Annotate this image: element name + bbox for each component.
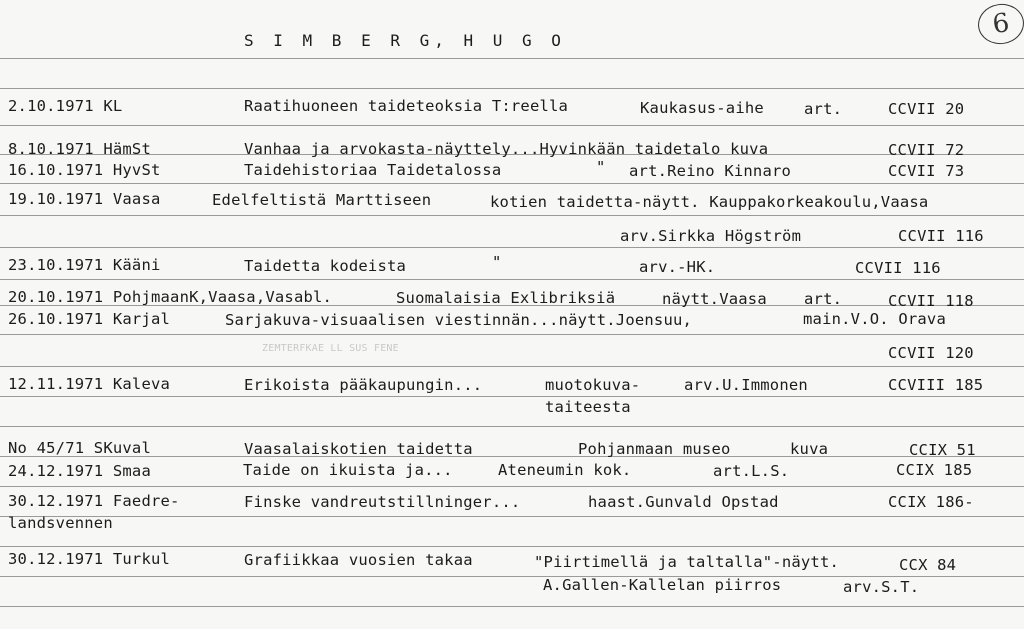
entry-title: Taidetta kodeista [244, 257, 407, 275]
entry-date: 19.10.1971 Vaasa [8, 190, 161, 208]
rule-line [0, 366, 1024, 367]
entry-ref: CCVII 120 [888, 344, 974, 362]
rule-line [0, 516, 1024, 517]
entry-date: 8.10.1971 HämSt [8, 140, 151, 158]
entry-title: Vaasalaiskotien taidetta [244, 440, 473, 458]
entry-note: "Piirtimellä ja taltalla"-näytt. [534, 553, 840, 571]
entry-date: 12.11.1971 Kaleva [8, 375, 171, 393]
entry-note: Ateneumin kok. [498, 461, 632, 479]
entry-ref: CCX 84 [899, 556, 957, 574]
entry-title: Finske vandreutstillninger... [244, 493, 521, 511]
entry-type: art. [804, 100, 843, 118]
rule-line [0, 279, 1024, 280]
entry-date: 26.10.1971 Karjal [8, 310, 171, 328]
entry-ref: CCVII 118 [888, 292, 974, 310]
entry-date: No 45/71 SKuval [8, 439, 151, 457]
entry-date: 20.10.1971 PohjmaanK,Vaasa,Vasabl. [8, 288, 333, 306]
entry-note: main.V.O. Orava [803, 310, 946, 328]
entry-ditto-mark: " [492, 253, 502, 271]
entry-ref: CCIX 185 [896, 461, 973, 479]
entry-note-2: A.Gallen-Kallelan piirros [543, 576, 782, 594]
entry-note: Pohjanmaan museo [578, 440, 731, 458]
entry-title: Edelfeltistä Marttiseen [212, 191, 432, 209]
entry-type: kuva [790, 440, 829, 458]
rule-line [0, 426, 1024, 427]
rule-line [0, 396, 1024, 397]
rule-line [0, 576, 1024, 577]
entry-title: Taide on ikuista ja... [243, 461, 453, 479]
entry-title: Taidehistoriaa Taidetalossa [244, 161, 502, 179]
entry-ref: CCIX 51 [909, 441, 976, 459]
entry-date: 30.12.1971 Faedre- [8, 492, 180, 510]
rule-line [0, 58, 1024, 59]
rule-line [0, 606, 1024, 607]
rule-line [0, 247, 1024, 248]
entry-ref: CCVII 20 [888, 100, 965, 118]
entry-note-continued: taiteesta [545, 398, 631, 416]
entry-note-2: arv.Sirkka Högström [620, 227, 802, 245]
card-title: S I M B E R G, H U G O [244, 31, 566, 50]
entry-title: Erikoista pääkaupungin... [244, 376, 483, 394]
entry-title: Raatihuoneen taideteoksia T:reella [244, 97, 569, 115]
entry-note: Kaukasus-aihe [640, 99, 764, 117]
entry-title: Sarjakuva-visuaalisen viestinnän...näytt.Joensuu, [225, 311, 693, 329]
rule-line [0, 88, 1024, 89]
entry-date: 30.12.1971 Turkul [8, 550, 171, 568]
rule-line [0, 456, 1024, 457]
entry-type: art. [804, 290, 843, 308]
entry-ref: CCVII 116 [855, 259, 941, 277]
entry-note: kotien taidetta-näytt. Kauppakorkeakoulu,Vaasa [490, 193, 929, 211]
entry-type: arv.S.T. [843, 578, 920, 596]
entry-note: muotokuva- [545, 376, 641, 394]
rule-line [0, 215, 1024, 216]
entry-date: 16.10.1971 HyvSt [8, 161, 161, 179]
entry-ref: CCIX 186- [888, 493, 974, 511]
entry-type: arv.U.Immonen [684, 376, 808, 394]
rule-line [0, 125, 1024, 126]
entry-title: Suomalaisia Exlibriksiä [396, 289, 616, 307]
entry-note: näytt.Vaasa [662, 290, 767, 308]
rule-line [0, 183, 1024, 184]
rule-line [0, 546, 1024, 547]
entry-title: Vanhaa ja arvokasta-näyttely...Hyvinkään taidetalo kuva [244, 140, 769, 158]
entry-title: Grafiikkaa vuosien takaa [244, 551, 473, 569]
entry-note: arv.-HK. [639, 258, 716, 276]
entry-type: art.L.S. [713, 462, 790, 480]
entry-note: art.Reino Kinnaro [629, 162, 792, 180]
entry-date: 23.10.1971 Kääni [8, 256, 161, 274]
entry-ditto-mark: " [596, 158, 606, 176]
entry-ref: CCVIII 185 [888, 376, 984, 394]
card-number-circle: 6 [975, 1, 1024, 47]
rule-line [0, 486, 1024, 487]
faint-bleed-through-text: ZEMTERFKAE LL SUS FENE [262, 343, 399, 354]
rule-line [0, 334, 1024, 335]
entry-ref: CCVII 116 [898, 227, 984, 245]
entry-ref: CCVII 73 [888, 162, 965, 180]
entry-date: 2.10.1971 KL [8, 97, 123, 115]
entry-date: 24.12.1971 Smaa [8, 462, 151, 480]
entry-note: haast.Gunvald Opstad [588, 493, 779, 511]
entry-date-continued: landsvennen [8, 514, 113, 532]
entry-ref: CCVII 72 [888, 141, 965, 159]
